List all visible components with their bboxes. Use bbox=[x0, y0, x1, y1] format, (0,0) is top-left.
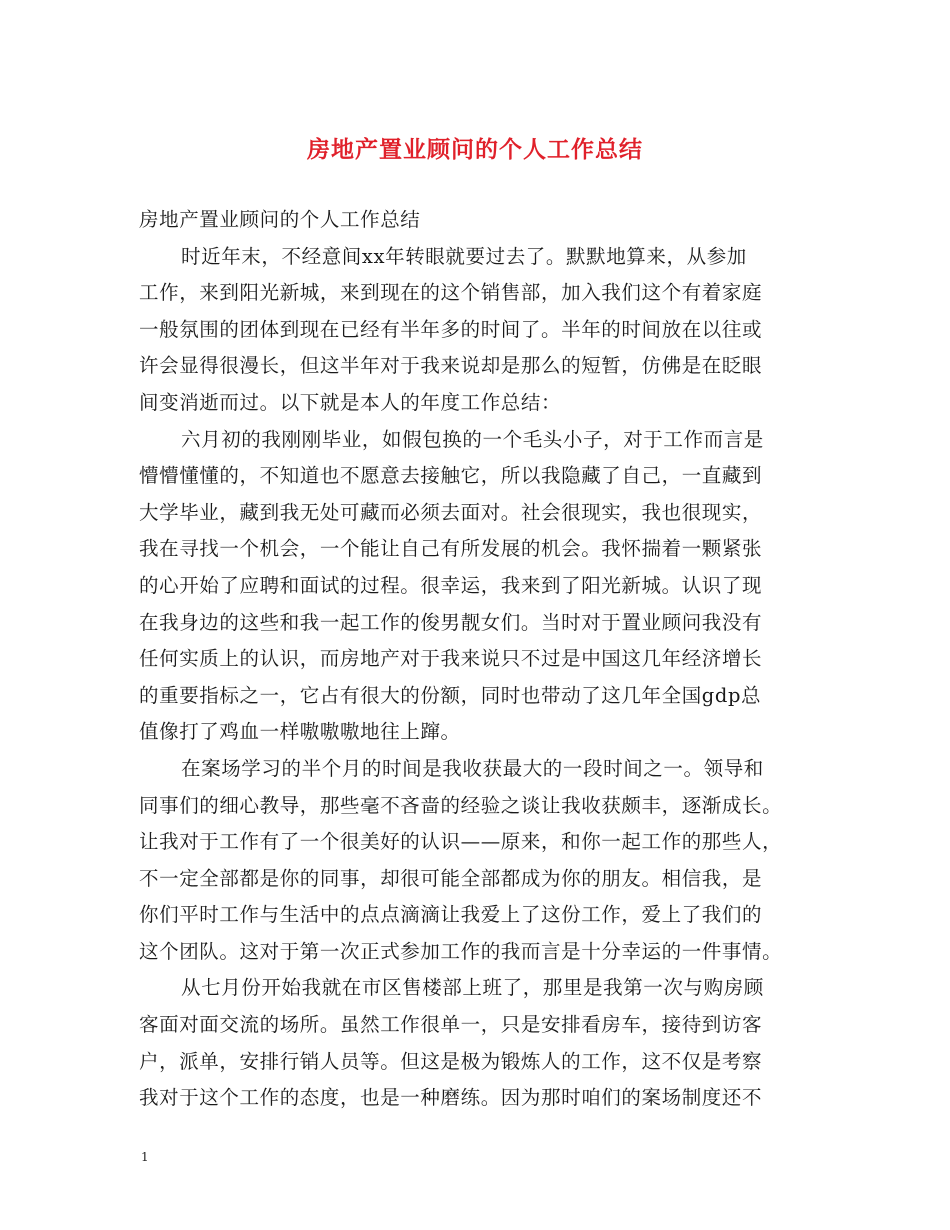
paragraph-line: 的心开始了应聘和面试的过程。很幸运，我来到了阳光新城。认识了现 bbox=[139, 573, 763, 597]
paragraph-line: 你们平时工作与生活中的点点滴滴让我爱上了这份工作，爱上了我们的 bbox=[139, 903, 763, 927]
paragraph-line: 我对于这个工作的态度，也是一种磨练。因为那时咱们的案场制度还不 bbox=[139, 1086, 763, 1110]
paragraph-line: 在我身边的这些和我一起工作的俊男靓女们。当时对于置业顾问我没有 bbox=[139, 610, 763, 634]
paragraph-line: 这个团队。这对于第一次正式参加工作的我而言是十分幸运的一件事情。 bbox=[139, 939, 783, 963]
paragraph-line: 户，派单，安排行销人员等。但这是极为锻炼人的工作，这不仅是考察 bbox=[139, 1049, 763, 1073]
paragraph-line: 懵懵懂懂的，不知道也不愿意去接触它，所以我隐藏了自己，一直藏到 bbox=[139, 464, 763, 488]
document-subtitle: 房地产置业顾问的个人工作总结 bbox=[139, 208, 421, 231]
paragraph-line: 时近年末，不经意间xx年转眼就要过去了。默默地算来，从参加 bbox=[181, 244, 747, 268]
paragraph-line: 值像打了鸡血一样嗷嗷嗷地往上蹿。 bbox=[139, 720, 461, 744]
paragraph-line: 六月初的我刚刚毕业，如假包换的一个毛头小子，对于工作而言是 bbox=[181, 427, 764, 451]
document-title: 房地产置业顾问的个人工作总结 bbox=[307, 137, 643, 163]
paragraph-line: 让我对于工作有了一个很美好的认识——原来，和你一起工作的那些人， bbox=[139, 830, 783, 854]
paragraph-line: 许会显得很漫长，但这半年对于我来说却是那么的短暂，仿佛是在眨眼 bbox=[139, 354, 763, 378]
paragraph-line: 任何实质上的认识，而房地产对于我来说只不过是中国这几年经济增长 bbox=[139, 647, 763, 671]
paragraph-line: 我在寻找一个机会，一个能让自己有所发展的机会。我怀揣着一颗紧张 bbox=[139, 537, 763, 561]
paragraph-line: 同事们的细心教导，那些毫不吝啬的经验之谈让我收获颇丰，逐渐成长。 bbox=[139, 793, 783, 817]
paragraph-line: 一般氛围的团体到现在已经有半年多的时间了。半年的时间放在以往或 bbox=[139, 317, 763, 341]
paragraph-line: 的重要指标之一，它占有很大的份额，同时也带动了这几年全国gdp总 bbox=[139, 683, 762, 707]
paragraph-line: 客面对面交流的场所。虽然工作很单一，只是安排看房车，接待到访客 bbox=[139, 1013, 763, 1037]
document-body bbox=[139, 202, 819, 1117]
paragraph-line: 间变消逝而过。以下就是本人的年度工作总结： bbox=[139, 390, 562, 414]
paragraph-line: 从七月份开始我就在市区售楼部上班了，那里是我第一次与购房顾 bbox=[181, 976, 764, 1000]
paragraph-line: 在案场学习的半个月的时间是我收获最大的一段时间之一。领导和 bbox=[181, 756, 764, 780]
paragraph-line: 大学毕业，藏到我无处可藏而必须去面对。社会很现实，我也很现实， bbox=[139, 500, 763, 524]
page-number: 1 bbox=[141, 1150, 149, 1164]
paragraph-line: 工作，来到阳光新城，来到现在的这个销售部，加入我们这个有着家庭 bbox=[139, 281, 763, 305]
paragraph-line: 不一定全部都是你的同事，却很可能全部都成为你的朋友。相信我，是 bbox=[139, 866, 763, 890]
